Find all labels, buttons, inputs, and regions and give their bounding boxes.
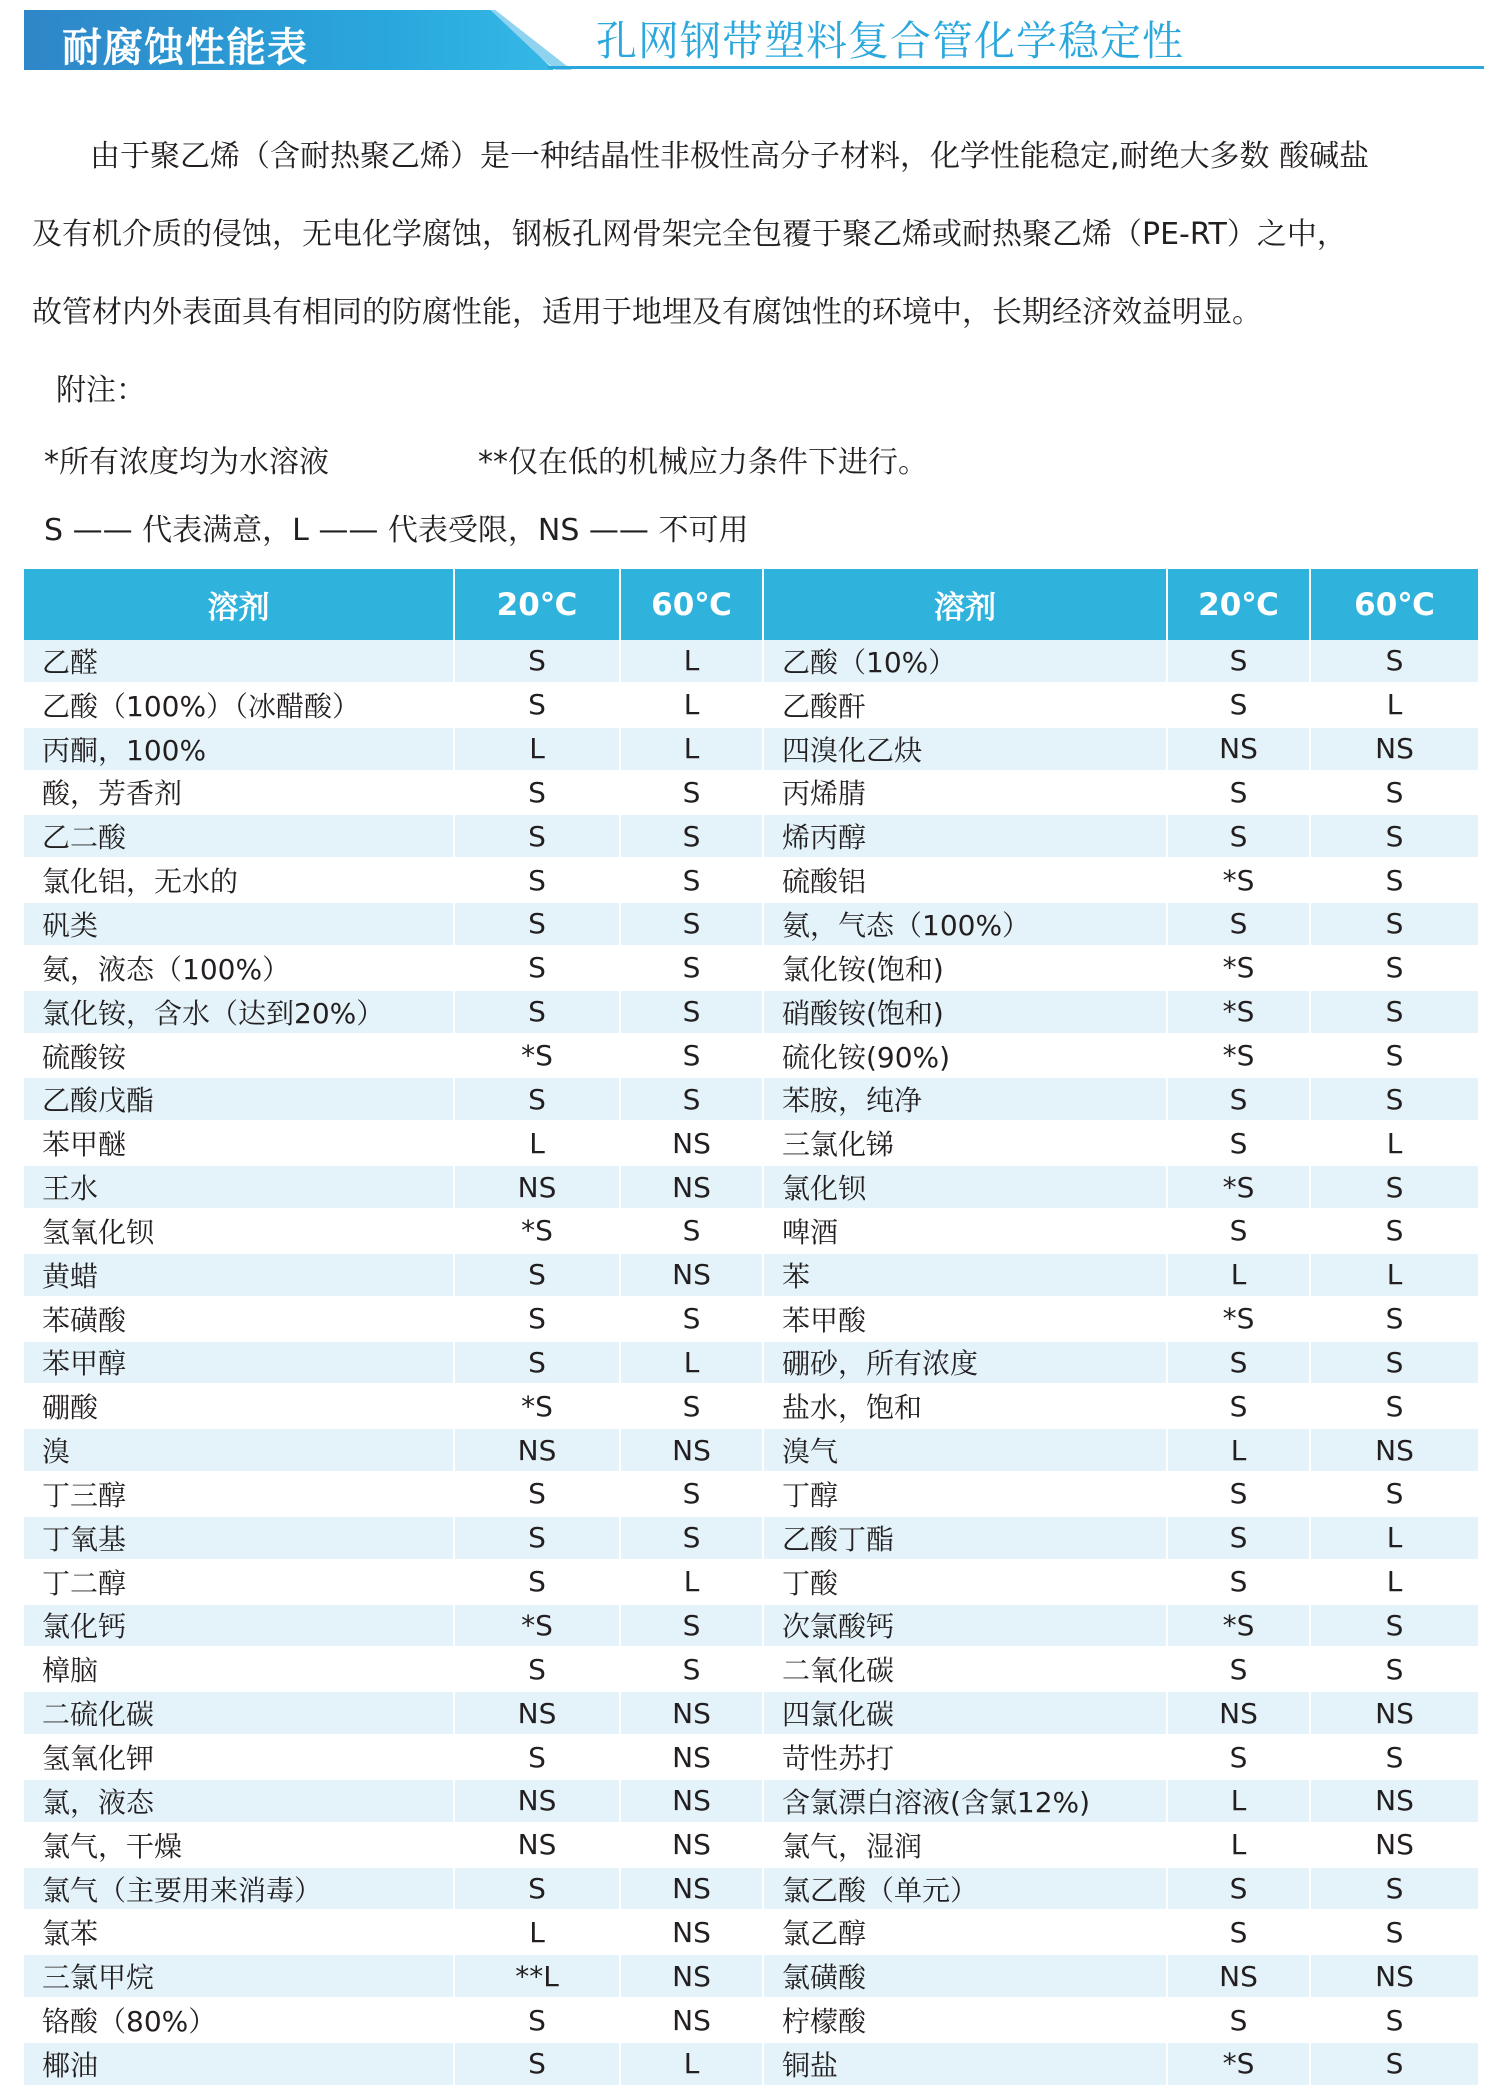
rating-20c: NS bbox=[454, 1165, 620, 1209]
note-aqueous: *所有浓度均为水溶液 bbox=[44, 445, 329, 480]
rating-60c: NS bbox=[620, 1779, 763, 1823]
rating-60c: L bbox=[620, 683, 763, 727]
header-solvent: 溶剂 bbox=[763, 569, 1167, 640]
rating-60c: S bbox=[620, 1384, 763, 1428]
rating-20c: S bbox=[454, 1253, 620, 1297]
rating-60c: L bbox=[620, 2042, 763, 2086]
rating-60c: S bbox=[1310, 1341, 1478, 1385]
table-row bbox=[24, 1253, 1478, 1297]
rating-20c: S bbox=[454, 683, 620, 727]
solvent-name: 乙酸戊酯 bbox=[24, 1077, 454, 1121]
solvent-name: 氯磺酸 bbox=[763, 1954, 1167, 1998]
rating-60c: S bbox=[620, 990, 763, 1034]
solvent-name: 苯磺酸 bbox=[24, 1297, 454, 1341]
rating-20c: S bbox=[1167, 1560, 1310, 1604]
rating-60c: S bbox=[620, 858, 763, 902]
table-row bbox=[24, 640, 1478, 683]
rating-20c: L bbox=[1167, 1823, 1310, 1867]
rating-60c: S bbox=[1310, 2042, 1478, 2086]
rating-60c: NS bbox=[1310, 1428, 1478, 1472]
rating-60c: S bbox=[620, 1472, 763, 1516]
solvent-name: 乙二酸 bbox=[24, 814, 454, 858]
rating-60c: S bbox=[1310, 1165, 1478, 1209]
solvent-name: 氢氧化钡 bbox=[24, 1209, 454, 1253]
solvent-name: 酸，芳香剂 bbox=[24, 771, 454, 815]
solvent-name: 次氯酸钙 bbox=[763, 1604, 1167, 1648]
legend-line: S —— 代表满意，L —— 代表受限，NS —— 不可用 bbox=[44, 513, 749, 548]
table-row bbox=[24, 1341, 1478, 1385]
rating-20c: NS bbox=[454, 1779, 620, 1823]
solvent-name: 二硫化碳 bbox=[24, 1691, 454, 1735]
rating-20c: S bbox=[454, 858, 620, 902]
table-row bbox=[24, 727, 1478, 771]
rating-20c: *S bbox=[1167, 858, 1310, 902]
rating-20c: S bbox=[454, 1077, 620, 1121]
rating-20c: S bbox=[1167, 902, 1310, 946]
rating-20c: S bbox=[1167, 1735, 1310, 1779]
table-row bbox=[24, 990, 1478, 1034]
header-20c: 20℃ bbox=[454, 569, 620, 640]
solvent-name: 丁醇 bbox=[763, 1472, 1167, 1516]
solvent-name: 氯，液态 bbox=[24, 1779, 454, 1823]
rating-20c: *S bbox=[454, 1209, 620, 1253]
solvent-name: 硫化铵(90%) bbox=[763, 1034, 1167, 1078]
rating-20c: L bbox=[454, 1121, 620, 1165]
rating-60c: L bbox=[1310, 1516, 1478, 1560]
rating-60c: S bbox=[1310, 902, 1478, 946]
rating-20c: S bbox=[1167, 1998, 1310, 2042]
rating-60c: S bbox=[620, 1209, 763, 1253]
table-row bbox=[24, 1735, 1478, 1779]
rating-20c: S bbox=[1167, 1910, 1310, 1954]
solvent-name: 铬酸（80%） bbox=[24, 1998, 454, 2042]
rating-20c: NS bbox=[454, 1823, 620, 1867]
rating-20c: S bbox=[454, 1472, 620, 1516]
rating-20c: S bbox=[454, 990, 620, 1034]
page-title: 孔网钢带塑料复合管化学稳定性 bbox=[596, 17, 1184, 65]
solvent-name: 王水 bbox=[24, 1165, 454, 1209]
table-row bbox=[24, 858, 1478, 902]
solvent-name: 含氯漂白溶液(含氯12%) bbox=[763, 1779, 1167, 1823]
rating-60c: S bbox=[1310, 1910, 1478, 1954]
rating-20c: S bbox=[1167, 1472, 1310, 1516]
rating-60c: NS bbox=[620, 1823, 763, 1867]
rating-20c: S bbox=[454, 640, 620, 683]
rating-60c: NS bbox=[1310, 727, 1478, 771]
rating-20c: *S bbox=[1167, 1165, 1310, 1209]
rating-20c: L bbox=[454, 1910, 620, 1954]
solvent-name: 苯甲醚 bbox=[24, 1121, 454, 1165]
rating-60c: NS bbox=[620, 1867, 763, 1911]
rating-20c: S bbox=[454, 1516, 620, 1560]
solvent-name: 铜盐 bbox=[763, 2042, 1167, 2086]
solvent-name: 氨，液态（100%） bbox=[24, 946, 454, 990]
rating-60c: S bbox=[620, 1604, 763, 1648]
solvent-name: 盐水，饱和 bbox=[763, 1384, 1167, 1428]
table-row bbox=[24, 1165, 1478, 1209]
rating-20c: S bbox=[454, 1647, 620, 1691]
solvent-name: 氯气（主要用来消毒） bbox=[24, 1867, 454, 1911]
table-row bbox=[24, 946, 1478, 990]
rating-20c: S bbox=[1167, 1516, 1310, 1560]
rating-60c: S bbox=[1310, 858, 1478, 902]
rating-60c: L bbox=[620, 1341, 763, 1385]
intro-line: 故管材内外表面具有相同的防腐性能，适用于地埋及有腐蚀性的环境中，长期经济效益明显。 bbox=[32, 295, 1262, 330]
rating-60c: NS bbox=[620, 1165, 763, 1209]
rating-20c: S bbox=[1167, 683, 1310, 727]
rating-60c: NS bbox=[1310, 1823, 1478, 1867]
rating-20c: *S bbox=[454, 1384, 620, 1428]
rating-20c: S bbox=[454, 1297, 620, 1341]
rating-60c: NS bbox=[620, 1735, 763, 1779]
solvent-name: 柠檬酸 bbox=[763, 1998, 1167, 2042]
table-row bbox=[24, 1384, 1478, 1428]
table-header-row bbox=[24, 569, 1478, 640]
rating-20c: S bbox=[454, 1341, 620, 1385]
table-row bbox=[24, 1472, 1478, 1516]
solvent-name: 丙烯腈 bbox=[763, 771, 1167, 815]
table-row bbox=[24, 1034, 1478, 1078]
header-20c: 20℃ bbox=[1167, 569, 1310, 640]
rating-20c: L bbox=[1167, 1428, 1310, 1472]
table-row bbox=[24, 1867, 1478, 1911]
rating-60c: NS bbox=[1310, 1954, 1478, 1998]
table-row bbox=[24, 814, 1478, 858]
rating-60c: NS bbox=[620, 1121, 763, 1165]
rating-20c: *S bbox=[1167, 2042, 1310, 2086]
table-row bbox=[24, 1560, 1478, 1604]
solvent-name: 乙酸丁酯 bbox=[763, 1516, 1167, 1560]
solvent-name: 硼酸 bbox=[24, 1384, 454, 1428]
rating-60c: S bbox=[1310, 990, 1478, 1034]
solvent-name: 溴 bbox=[24, 1428, 454, 1472]
rating-60c: L bbox=[1310, 1560, 1478, 1604]
rating-60c: L bbox=[620, 1560, 763, 1604]
rating-60c: NS bbox=[620, 1428, 763, 1472]
rating-60c: NS bbox=[620, 1910, 763, 1954]
rating-60c: S bbox=[620, 1077, 763, 1121]
section-title: 耐腐蚀性能表 bbox=[62, 25, 308, 71]
rating-20c: *S bbox=[1167, 1297, 1310, 1341]
rating-60c: S bbox=[1310, 1077, 1478, 1121]
rating-60c: S bbox=[620, 1034, 763, 1078]
table-row bbox=[24, 1823, 1478, 1867]
rating-60c: S bbox=[1310, 1604, 1478, 1648]
rating-20c: S bbox=[454, 1560, 620, 1604]
solvent-name: 氯苯 bbox=[24, 1910, 454, 1954]
intro-line: 及有机介质的侵蚀，无电化学腐蚀，钢板孔网骨架完全包覆于聚乙烯或耐热聚乙烯（PE-RT）之中， bbox=[32, 217, 1347, 252]
rating-60c: S bbox=[1310, 946, 1478, 990]
solvent-name: 丁三醇 bbox=[24, 1472, 454, 1516]
table-row bbox=[24, 1910, 1478, 1954]
rating-60c: NS bbox=[620, 1691, 763, 1735]
rating-60c: NS bbox=[620, 1954, 763, 1998]
rating-20c: S bbox=[454, 771, 620, 815]
rating-60c: S bbox=[620, 946, 763, 990]
solvent-name: 苯甲醇 bbox=[24, 1341, 454, 1385]
rating-20c: NS bbox=[1167, 727, 1310, 771]
solvent-name: 矾类 bbox=[24, 902, 454, 946]
table-row bbox=[24, 1121, 1478, 1165]
rating-60c: L bbox=[1310, 1121, 1478, 1165]
table-row bbox=[24, 683, 1478, 727]
rating-60c: S bbox=[1310, 1472, 1478, 1516]
header-60c: 60℃ bbox=[1310, 569, 1478, 640]
solvent-name: 氯化铵(饱和) bbox=[763, 946, 1167, 990]
solvent-name: 硫酸铵 bbox=[24, 1034, 454, 1078]
solvent-name: 氯化铝，无水的 bbox=[24, 858, 454, 902]
solvent-name: 苯胺，纯净 bbox=[763, 1077, 1167, 1121]
solvent-name: 氯乙醇 bbox=[763, 1910, 1167, 1954]
rating-20c: *S bbox=[454, 1034, 620, 1078]
rating-60c: S bbox=[1310, 814, 1478, 858]
rating-20c: L bbox=[1167, 1779, 1310, 1823]
solvent-name: 氯气，湿润 bbox=[763, 1823, 1167, 1867]
rating-20c: **L bbox=[454, 1954, 620, 1998]
table-row bbox=[24, 1779, 1478, 1823]
solvent-name: 樟脑 bbox=[24, 1647, 454, 1691]
rating-20c: L bbox=[1167, 1253, 1310, 1297]
rating-60c: L bbox=[620, 727, 763, 771]
rating-60c: S bbox=[620, 771, 763, 815]
rating-20c: S bbox=[454, 814, 620, 858]
solvent-name: 苯甲酸 bbox=[763, 1297, 1167, 1341]
solvent-name: 硝酸铵(饱和) bbox=[763, 990, 1167, 1034]
table-row bbox=[24, 1297, 1478, 1341]
rating-20c: S bbox=[454, 1998, 620, 2042]
rating-20c: *S bbox=[1167, 946, 1310, 990]
rating-20c: S bbox=[454, 1735, 620, 1779]
rating-20c: *S bbox=[454, 1604, 620, 1648]
header-60c: 60℃ bbox=[620, 569, 763, 640]
solvent-name: 椰油 bbox=[24, 2042, 454, 2086]
solvent-name: 丁氧基 bbox=[24, 1516, 454, 1560]
solvent-name: 氨，气态（100%） bbox=[763, 902, 1167, 946]
solvent-name: 烯丙醇 bbox=[763, 814, 1167, 858]
rating-60c: S bbox=[1310, 1034, 1478, 1078]
rating-20c: NS bbox=[454, 1428, 620, 1472]
rating-60c: L bbox=[1310, 683, 1478, 727]
rating-20c: S bbox=[1167, 640, 1310, 683]
intro-paragraph bbox=[32, 118, 1477, 352]
rating-20c: S bbox=[1167, 1384, 1310, 1428]
rating-60c: S bbox=[1310, 1998, 1478, 2042]
table-row bbox=[24, 1428, 1478, 1472]
rating-60c: S bbox=[620, 814, 763, 858]
solvent-name: 硼砂，所有浓度 bbox=[763, 1341, 1167, 1385]
header-solvent: 溶剂 bbox=[24, 569, 454, 640]
table-row bbox=[24, 1647, 1478, 1691]
page-banner bbox=[0, 0, 1500, 80]
rating-20c: S bbox=[454, 2042, 620, 2086]
rating-60c: NS bbox=[620, 1253, 763, 1297]
rating-60c: NS bbox=[620, 1998, 763, 2042]
rating-20c: NS bbox=[1167, 1954, 1310, 1998]
rating-20c: L bbox=[454, 727, 620, 771]
solvent-name: 硫酸铝 bbox=[763, 858, 1167, 902]
solvent-name: 乙酸（10%） bbox=[763, 640, 1167, 683]
table-row bbox=[24, 1954, 1478, 1998]
solvent-name: 溴气 bbox=[763, 1428, 1167, 1472]
rating-20c: *S bbox=[1167, 1034, 1310, 1078]
solvent-name: 氯化铵，含水（达到20%） bbox=[24, 990, 454, 1034]
solvent-name: 二氧化碳 bbox=[763, 1647, 1167, 1691]
solvent-name: 三氯化锑 bbox=[763, 1121, 1167, 1165]
rating-60c: S bbox=[620, 1516, 763, 1560]
rating-20c: S bbox=[1167, 1121, 1310, 1165]
table-row bbox=[24, 771, 1478, 815]
rating-20c: S bbox=[454, 902, 620, 946]
rating-60c: S bbox=[1310, 1647, 1478, 1691]
rating-60c: S bbox=[1310, 1735, 1478, 1779]
solvent-name: 氢氧化钾 bbox=[24, 1735, 454, 1779]
solvent-name: 啤酒 bbox=[763, 1209, 1167, 1253]
rating-20c: S bbox=[1167, 1077, 1310, 1121]
rating-60c: S bbox=[620, 1297, 763, 1341]
chemical-resistance-table bbox=[24, 569, 1478, 2087]
rating-20c: S bbox=[454, 946, 620, 990]
rating-20c: S bbox=[1167, 1867, 1310, 1911]
rating-20c: S bbox=[1167, 1647, 1310, 1691]
solvent-name: 苯 bbox=[763, 1253, 1167, 1297]
solvent-name: 乙酸酐 bbox=[763, 683, 1167, 727]
rating-20c: *S bbox=[1167, 990, 1310, 1034]
rating-20c: S bbox=[1167, 1209, 1310, 1253]
solvent-name: 三氯甲烷 bbox=[24, 1954, 454, 1998]
table-row bbox=[24, 1209, 1478, 1253]
solvent-name: 氯气，干燥 bbox=[24, 1823, 454, 1867]
solvent-name: 丙酮，100% bbox=[24, 727, 454, 771]
note-low-stress: **仅在低的机械应力条件下进行。 bbox=[478, 445, 928, 480]
solvent-name: 乙醛 bbox=[24, 640, 454, 683]
solvent-name: 四溴化乙炔 bbox=[763, 727, 1167, 771]
rating-60c: L bbox=[1310, 1253, 1478, 1297]
table-row bbox=[24, 1077, 1478, 1121]
rating-60c: NS bbox=[1310, 1691, 1478, 1735]
rating-20c: S bbox=[1167, 1341, 1310, 1385]
rating-60c: S bbox=[1310, 771, 1478, 815]
rating-60c: S bbox=[1310, 1867, 1478, 1911]
rating-20c: S bbox=[1167, 814, 1310, 858]
rating-60c: S bbox=[620, 1647, 763, 1691]
rating-20c: S bbox=[1167, 771, 1310, 815]
solvent-name: 氯化钡 bbox=[763, 1165, 1167, 1209]
rating-60c: S bbox=[1310, 640, 1478, 683]
notes-heading: 附注： bbox=[56, 373, 146, 408]
table-row bbox=[24, 902, 1478, 946]
table-body bbox=[24, 640, 1478, 2086]
solvent-name: 丁二醇 bbox=[24, 1560, 454, 1604]
rating-60c: L bbox=[620, 640, 763, 683]
rating-60c: NS bbox=[1310, 1779, 1478, 1823]
solvent-name: 氯乙酸（单元） bbox=[763, 1867, 1167, 1911]
rating-60c: S bbox=[1310, 1297, 1478, 1341]
solvent-name: 苛性苏打 bbox=[763, 1735, 1167, 1779]
rating-20c: *S bbox=[1167, 1604, 1310, 1648]
solvent-name: 黄蜡 bbox=[24, 1253, 454, 1297]
solvent-name: 四氯化碳 bbox=[763, 1691, 1167, 1735]
rating-20c: NS bbox=[454, 1691, 620, 1735]
table-row bbox=[24, 1998, 1478, 2042]
rating-60c: S bbox=[1310, 1384, 1478, 1428]
solvent-name: 丁酸 bbox=[763, 1560, 1167, 1604]
rating-60c: S bbox=[1310, 1209, 1478, 1253]
table-row bbox=[24, 1691, 1478, 1735]
table-row bbox=[24, 2042, 1478, 2086]
table-row bbox=[24, 1604, 1478, 1648]
table-row bbox=[24, 1516, 1478, 1560]
solvent-name: 氯化钙 bbox=[24, 1604, 454, 1648]
rating-20c: NS bbox=[1167, 1691, 1310, 1735]
solvent-name: 乙酸（100%）（冰醋酸） bbox=[24, 683, 454, 727]
intro-line: 由于聚乙烯（含耐热聚乙烯）是一种结晶性非极性高分子材料，化学性能稳定,耐绝大多数 酸碱盐 bbox=[90, 139, 1370, 174]
rating-60c: S bbox=[620, 902, 763, 946]
rating-20c: S bbox=[454, 1867, 620, 1911]
